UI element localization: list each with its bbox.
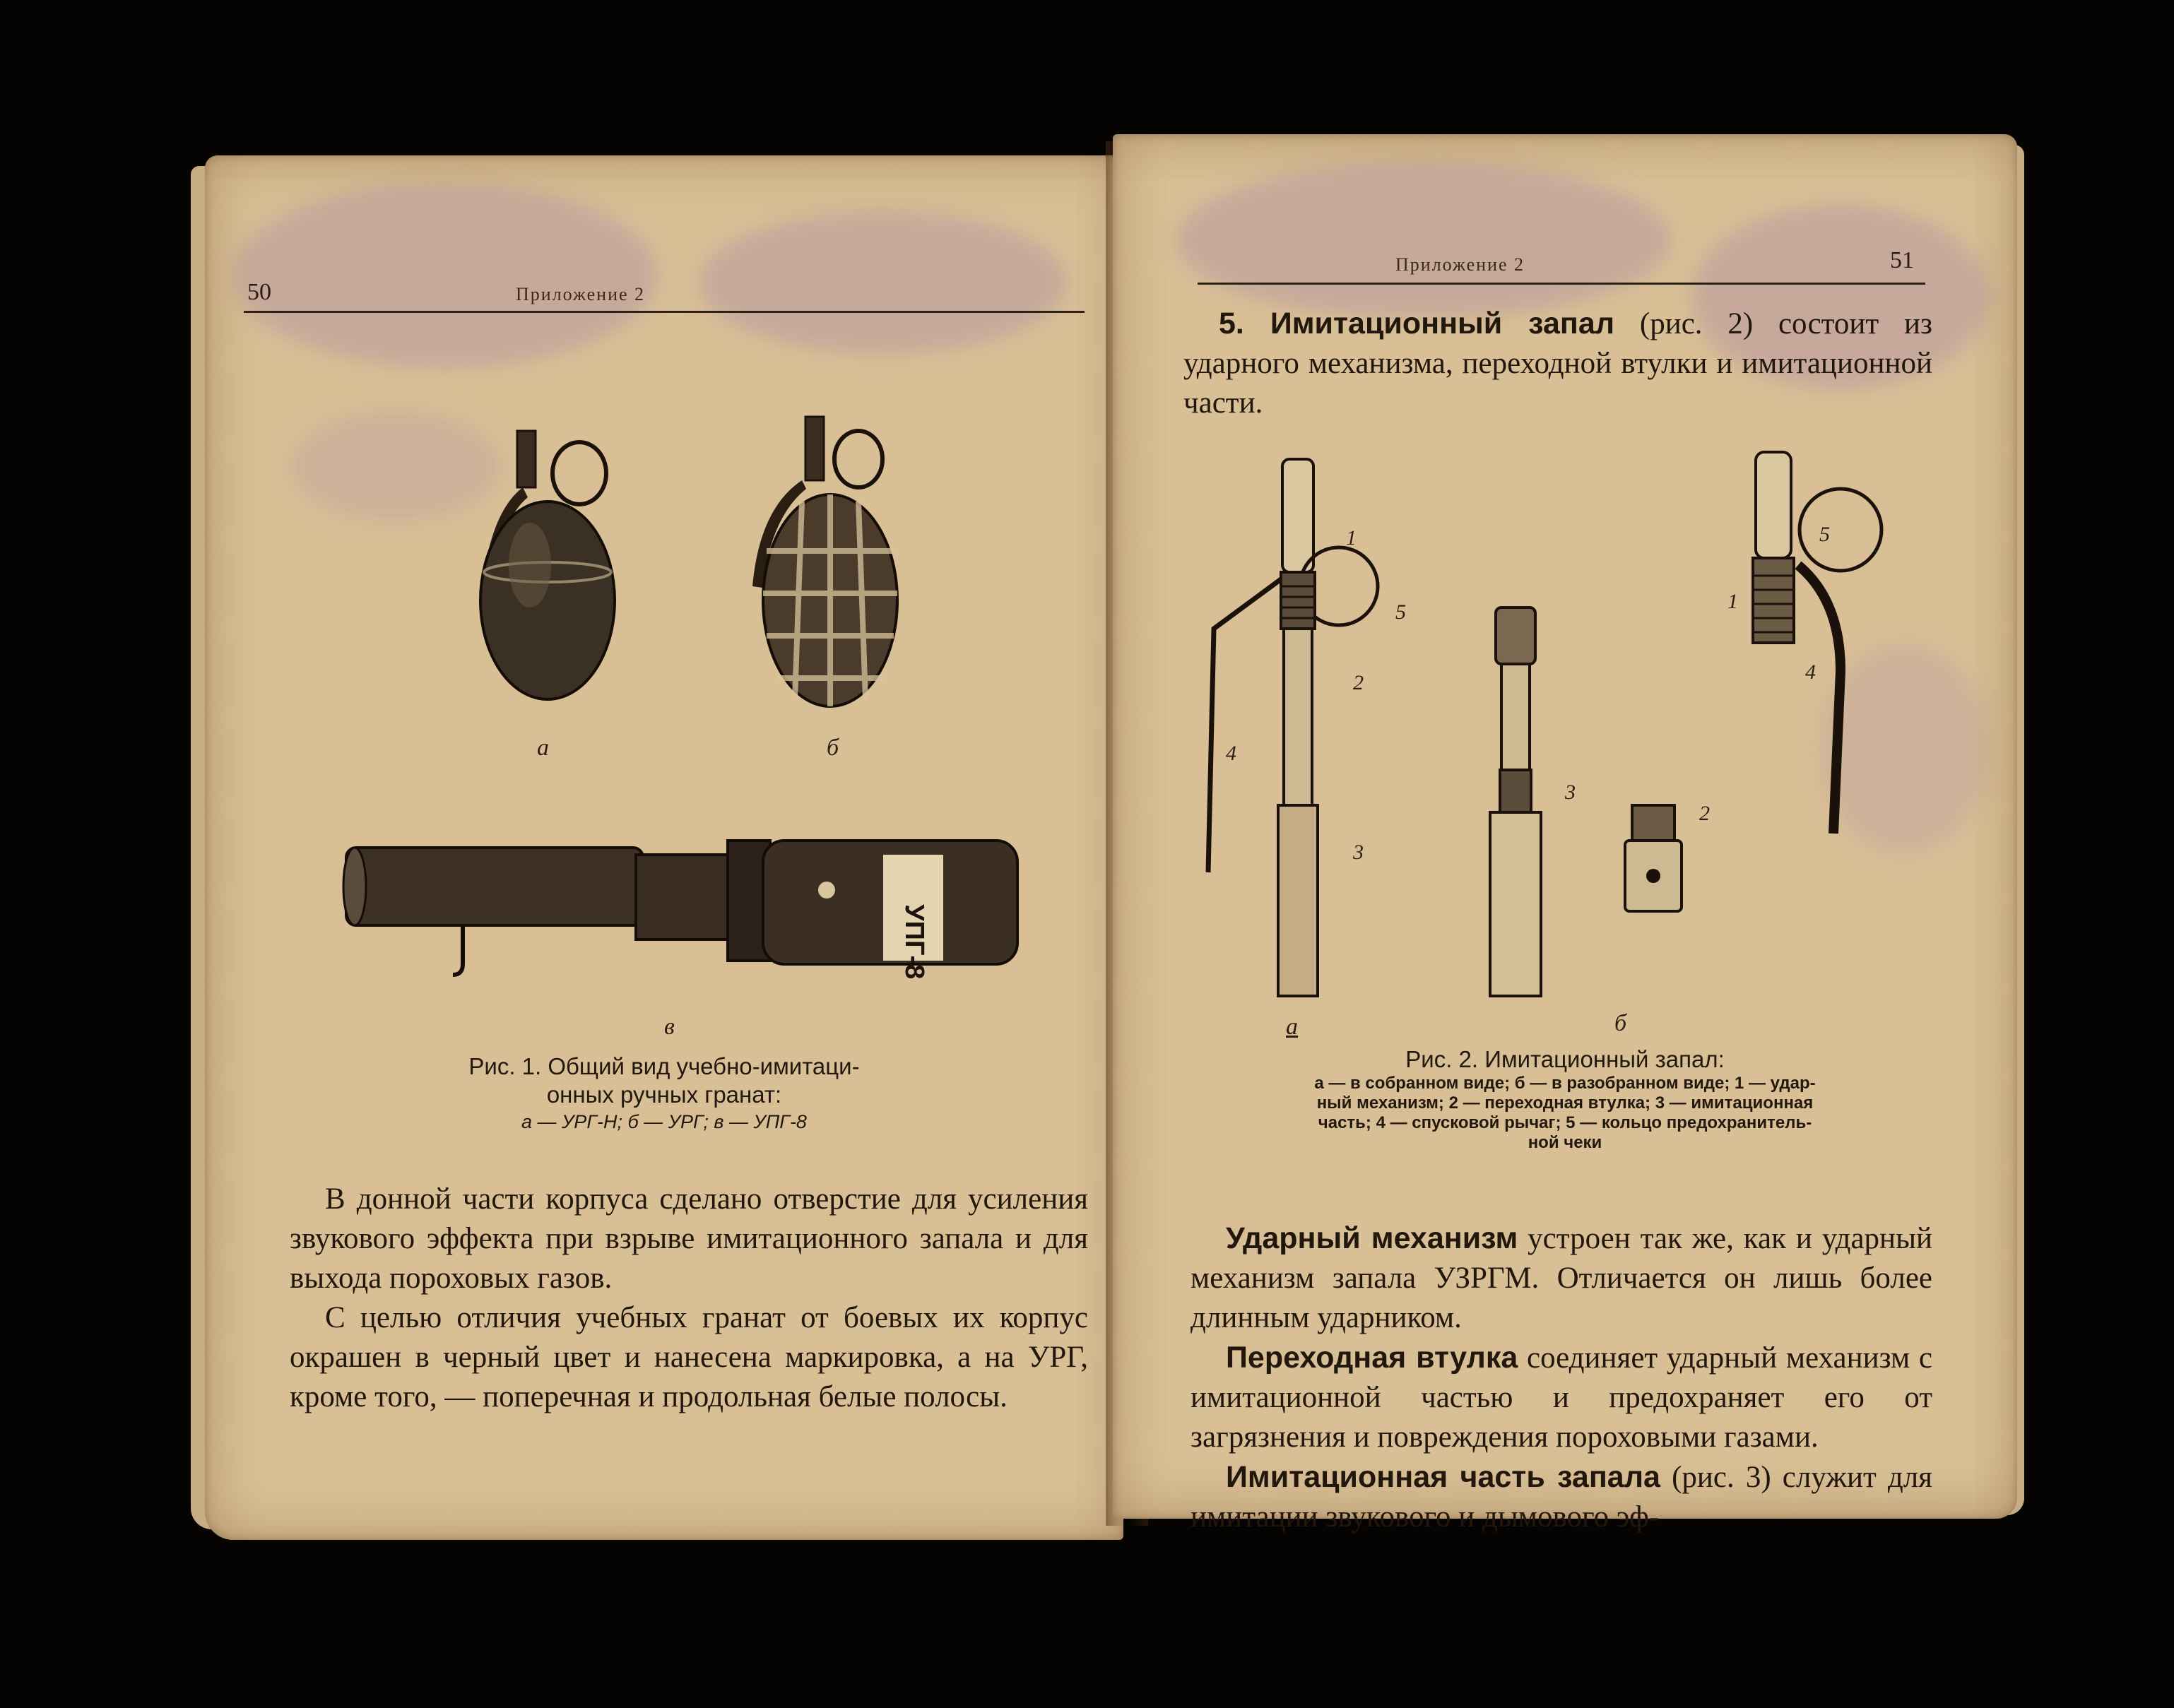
figure-label-b: б	[1614, 1010, 1627, 1036]
figure-label-b: б	[827, 735, 839, 761]
caption-line: Рис. 1. Общий вид учебно-имитаци-	[468, 1053, 860, 1079]
caption-line: Рис. 2. Имитационный запал:	[1405, 1046, 1725, 1072]
part-label-2: 2	[1699, 802, 1710, 825]
part-label-4: 4	[1805, 660, 1816, 684]
running-head: Приложение 2	[1395, 254, 1525, 275]
ink-stain	[233, 184, 657, 367]
ink-stain	[290, 410, 502, 523]
header-rule	[244, 311, 1085, 313]
running-head: Приложение 2	[516, 284, 646, 304]
term-bold: Переходная втулка	[1226, 1341, 1518, 1375]
page-number: 51	[1890, 247, 1914, 273]
term-rest: (рис. 3) служит для имитации звукового и дымового эф-	[1191, 1461, 1932, 1534]
caption-line: ный механизм; 2 — переходная втулка; 3 — имитационная	[1316, 1093, 1814, 1113]
striker-mechanism-illustration	[1699, 445, 1911, 841]
term-bold: Ударный механизм	[1226, 1221, 1518, 1255]
right-page	[1113, 134, 2017, 1534]
figure-2-caption	[1212, 1045, 1918, 1153]
left-page	[205, 155, 1123, 1540]
part-label-3: 3	[1353, 841, 1364, 864]
caption-line: часть; 4 — спусковой рычаг; 5 — кольцо предохранитель-	[1318, 1113, 1812, 1132]
part-label-1: 1	[1346, 526, 1357, 550]
fuse-assembled-illustration	[1191, 452, 1417, 1003]
left-body-text	[290, 1180, 1088, 1417]
part-label-2: 2	[1353, 671, 1364, 694]
imitation-part-illustration	[1480, 600, 1551, 1003]
term-rest: соединяет ударный механизм с имитационной частью и предохраняет его от загрязнения и повреждения пороховыми газами.	[1191, 1341, 1932, 1454]
caption-line: ной чеки	[1528, 1133, 1602, 1152]
upg-8-marking: УПГ-8	[899, 904, 929, 980]
grenade-upg-8-illustration	[339, 826, 1046, 996]
figure-label-v: в	[664, 1014, 675, 1040]
part-label-5: 5	[1819, 523, 1830, 546]
term-rest: устроен так же, как и ударный механизм запала УЗРГМ. Отличается он лишь более длинным ударником.	[1191, 1222, 1932, 1334]
part-label-1: 1	[1727, 590, 1738, 613]
grenade-urg-n-illustration	[480, 424, 650, 720]
right-intro-text	[1183, 304, 1932, 423]
figure-1-caption	[374, 1052, 954, 1132]
part-label-3: 3	[1565, 781, 1576, 804]
figure-label-a: а	[537, 735, 549, 761]
caption-line: а — в собранном виде; б — в разобранном виде; 1 — удар-	[1314, 1074, 1816, 1093]
paragraph: С целью отличия учебных гранат от боевых их корпус окрашен в черный цвет и нанесена маркировка, а на УРГ, кроме того, — поперечная и продольная белые полосы.	[290, 1301, 1088, 1413]
header-rule	[1198, 283, 1925, 285]
grenade-urg-illustration	[735, 410, 918, 720]
part-label-4: 4	[1226, 742, 1236, 765]
intro-bold: 5. Имитационный запал	[1219, 307, 1615, 340]
right-body-text	[1191, 1218, 1932, 1537]
intro-rest: (рис. 2) состоит из ударного механизма, переходной втулки и имитационной части.	[1183, 307, 1932, 420]
open-book	[177, 113, 2028, 1554]
caption-line: онных ручных гранат:	[546, 1081, 782, 1108]
page-number: 50	[247, 279, 271, 305]
ink-stain	[699, 212, 1067, 353]
figure-label-a: а	[1286, 1014, 1298, 1040]
caption-legend: а — УРГ-Н; б — УРГ; в — УПГ-8	[521, 1111, 807, 1132]
part-label-5: 5	[1395, 600, 1406, 624]
paragraph: В донной части корпуса сделано отверстие для усиления звукового эффекта при взрыве имитационного запала и для выхода пороховых газов.	[290, 1182, 1088, 1295]
term-bold: Имитационная часть запала	[1226, 1460, 1660, 1494]
transition-sleeve-illustration	[1614, 798, 1699, 918]
ink-stain	[1176, 162, 1671, 318]
